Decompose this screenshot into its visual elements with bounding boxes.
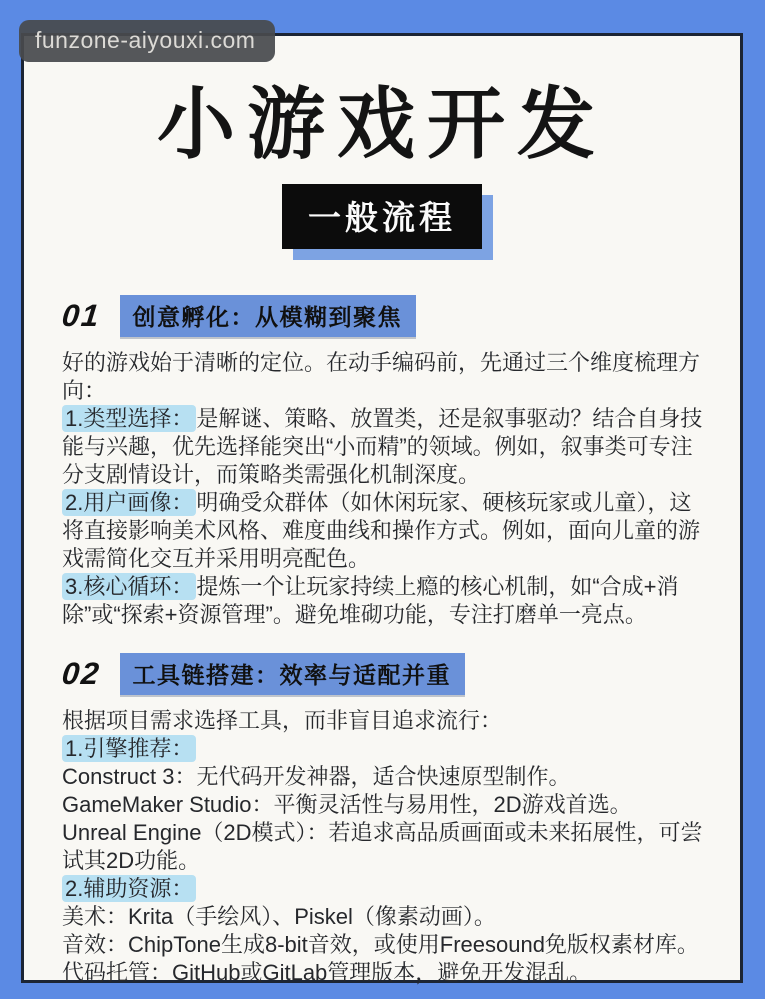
highlighted-label: 3.核心循环： bbox=[62, 573, 196, 600]
page-title: 小游戏开发 bbox=[156, 80, 607, 168]
content-card bbox=[21, 33, 743, 983]
section-01 bbox=[62, 295, 712, 629]
section-number: 02 bbox=[60, 655, 103, 691]
paragraph bbox=[62, 763, 712, 791]
paragraph bbox=[62, 707, 712, 735]
highlighted-label: 1.引擎推荐： bbox=[62, 735, 196, 762]
highlighted-label: 2.用户画像： bbox=[62, 489, 196, 516]
paragraph-text: 代码托管：GitHub或GitLab管理版本，避免开发混乱。 bbox=[62, 959, 592, 985]
paragraph bbox=[62, 791, 712, 819]
paragraph-text: 明确受众群体（如休闲玩家、硬核玩家或儿童），这将直接影响美术风格、难度曲线和操作方式。例如，面向儿童的游戏需简化交互并采用明亮配色。 bbox=[62, 489, 701, 571]
paragraph-text: Unreal Engine（2D模式）：若追求高品质画面或未来拓展性，可尝试其2D功能。 bbox=[62, 819, 703, 873]
paragraph-text: Construct 3：无代码开发神器，适合快速原型制作。 bbox=[62, 763, 571, 789]
paragraph bbox=[62, 959, 712, 987]
section-header bbox=[62, 295, 712, 337]
section-heading: 创意孵化：从模糊到聚焦 bbox=[120, 295, 416, 337]
section-heading: 工具链搭建：效率与适配并重 bbox=[120, 653, 465, 695]
highlighted-label: 2.辅助资源： bbox=[62, 875, 196, 902]
paragraph bbox=[62, 405, 712, 489]
subtitle-badge: 一般流程 bbox=[282, 184, 482, 249]
section-number: 01 bbox=[60, 297, 103, 333]
paragraph bbox=[62, 819, 712, 875]
paragraph-text: GameMaker Studio：平衡灵活性与易用性，2D游戏首选。 bbox=[62, 791, 632, 817]
paragraph bbox=[62, 489, 712, 573]
paragraph-text: 根据项目需求选择工具，而非盲目追求流行： bbox=[62, 707, 503, 733]
paragraph bbox=[62, 573, 712, 629]
paragraph bbox=[62, 349, 712, 405]
paragraph-text: 提炼一个让玩家持续上瘾的核心机制，如“合成+消除”或“探索+资源管理”。避免堆砌功能，专注打磨单一亮点。 bbox=[62, 573, 679, 627]
section-body bbox=[62, 707, 712, 987]
section-02 bbox=[62, 653, 712, 987]
highlighted-label: 1.类型选择： bbox=[62, 405, 196, 432]
section-header bbox=[62, 653, 712, 695]
section-body bbox=[62, 349, 712, 629]
paragraph bbox=[62, 735, 712, 763]
paragraph-text: 音效：ChipTone生成8-bit音效，或使用Freesound免版权素材库。 bbox=[62, 931, 699, 957]
paragraph bbox=[62, 903, 712, 931]
watermark-badge: funzone-aiyouxi.com bbox=[19, 20, 275, 62]
paragraph bbox=[62, 931, 712, 959]
paragraph-text: 美术：Krita（手绘风）、Piskel（像素动画）。 bbox=[62, 903, 496, 929]
sections bbox=[24, 295, 740, 987]
paragraph bbox=[62, 875, 712, 903]
paragraph-text: 是解谜、策略、放置类，还是叙事驱动？结合自身技能与兴趣，优先选择能突出“小而精”的领域。例如，叙事类可专注分支剧情设计，而策略类需强化机制深度。 bbox=[62, 405, 703, 487]
subtitle-badge-row bbox=[24, 184, 740, 249]
paragraph-text: 好的游戏始于清晰的定位。在动手编码前，先通过三个维度梳理方向： bbox=[62, 349, 701, 403]
